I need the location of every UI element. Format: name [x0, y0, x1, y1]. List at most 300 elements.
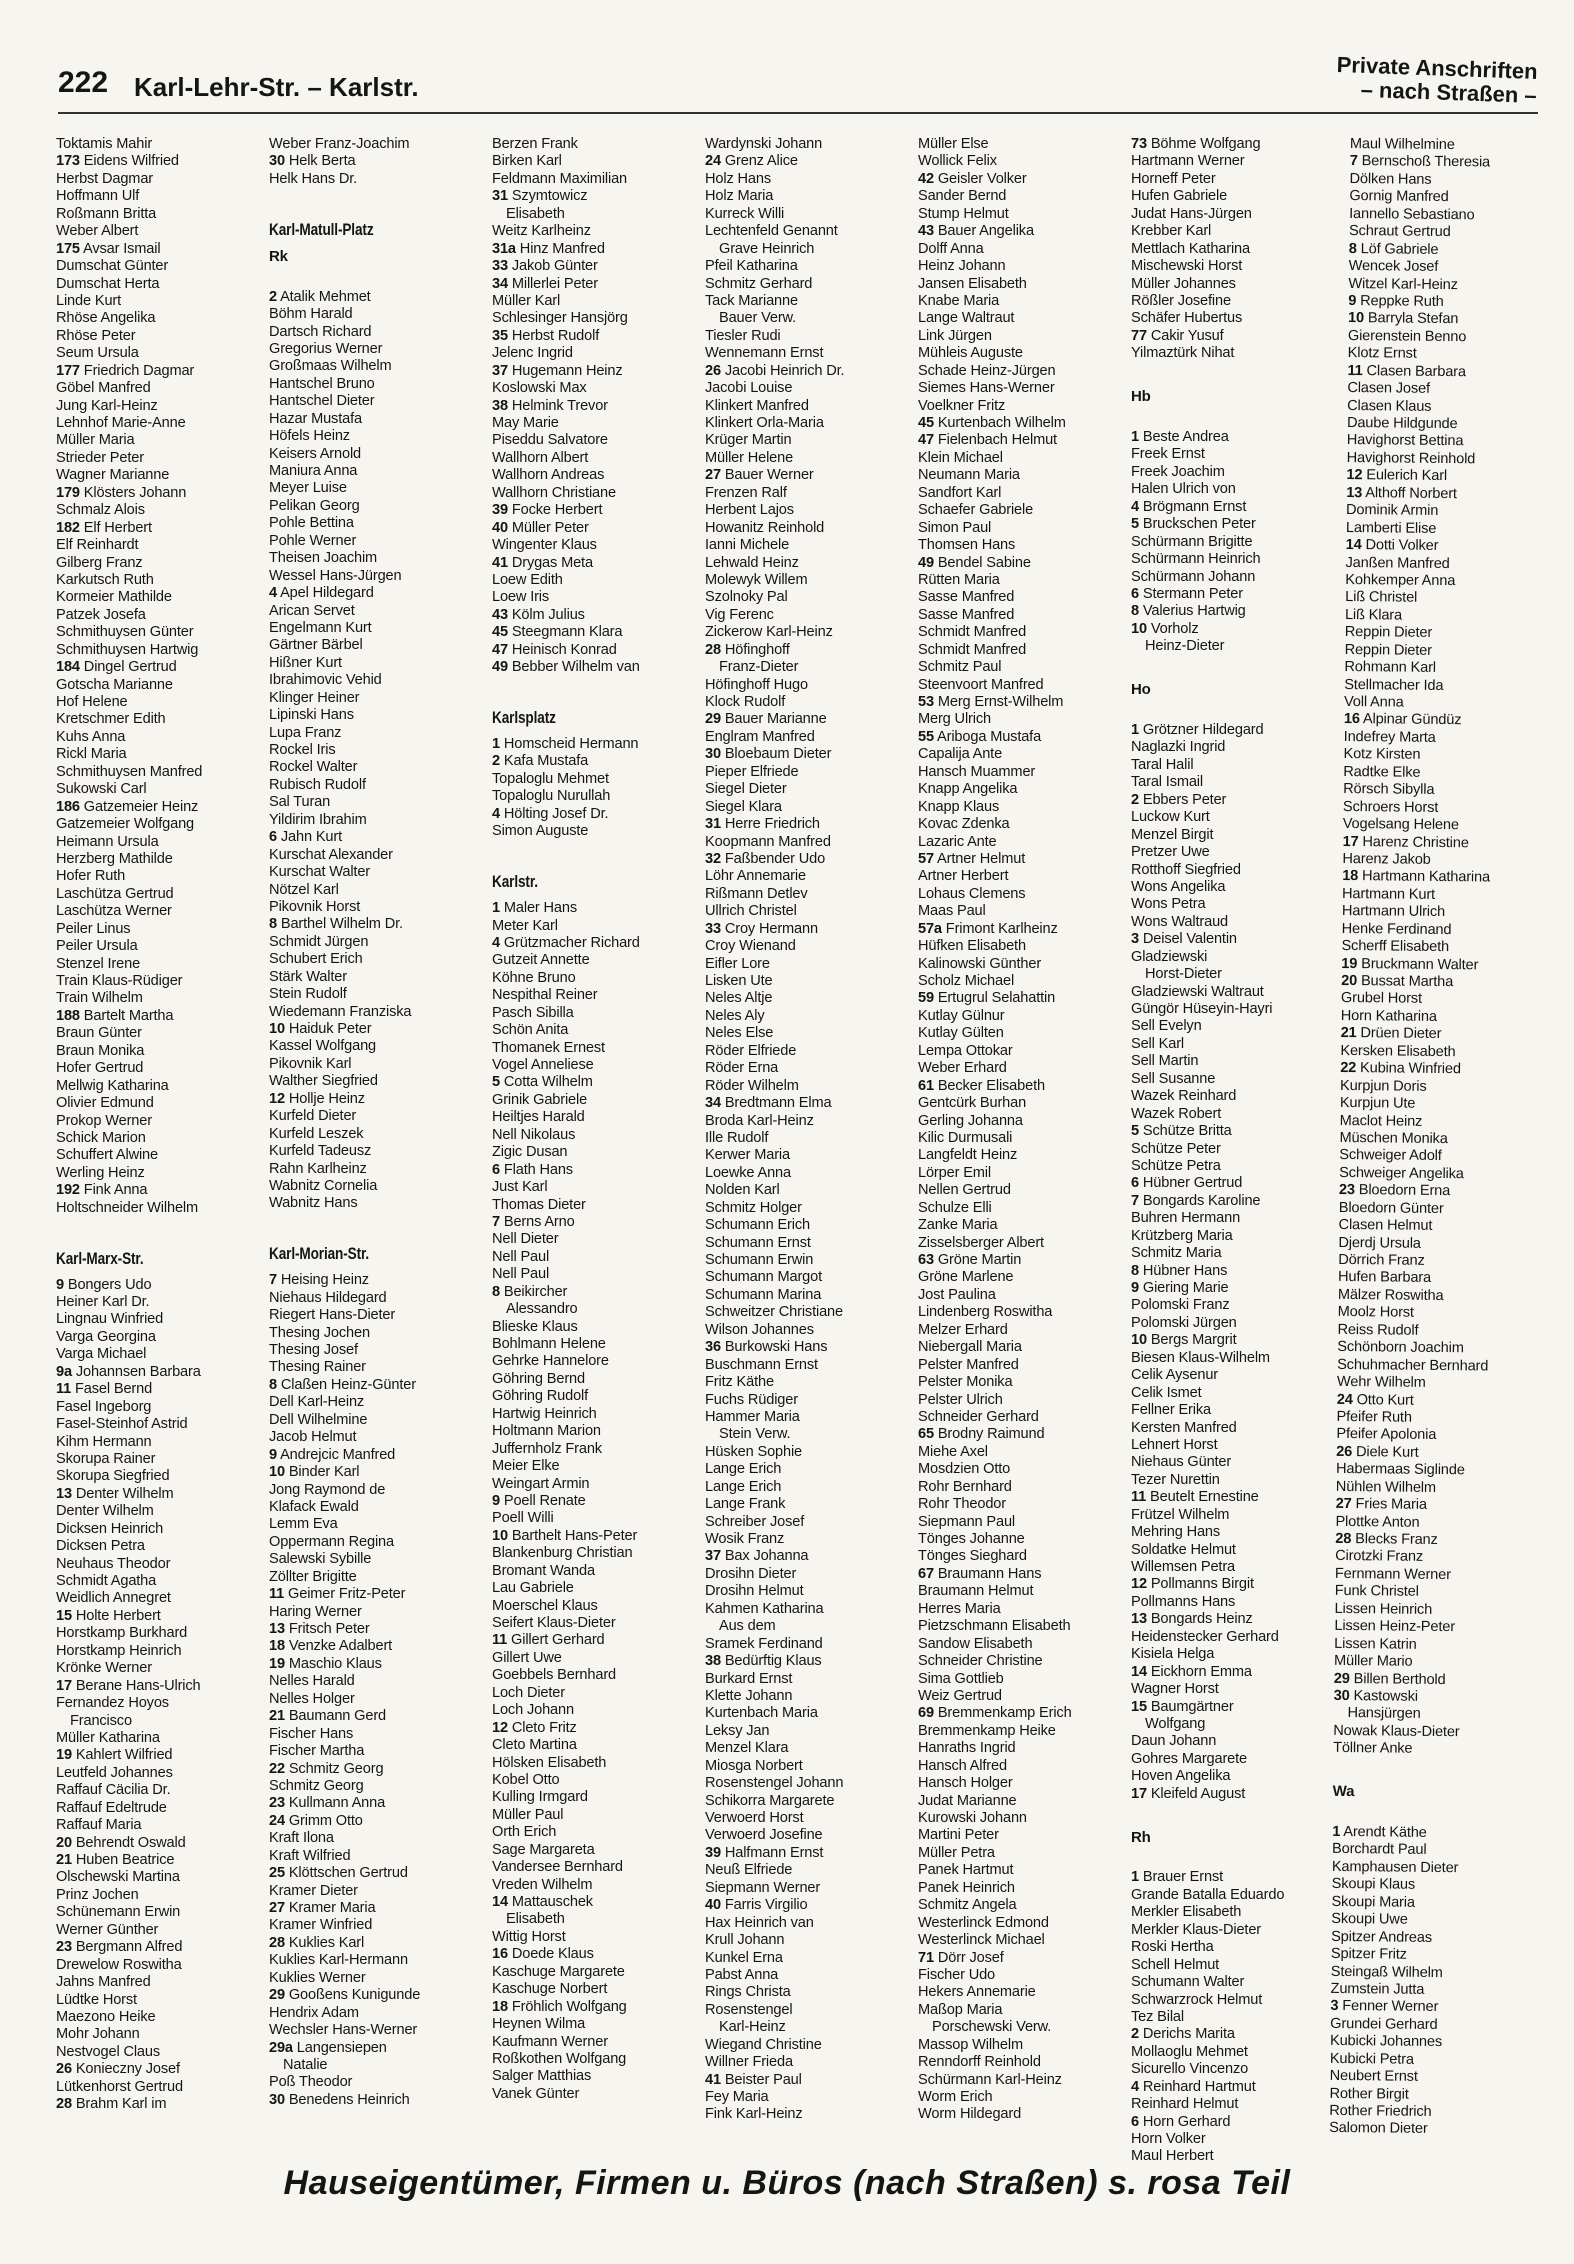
listing-entry: Nötzel Karl [269, 881, 339, 898]
listing-entry: Jacob Helmut [269, 1429, 357, 1446]
house-number: 24 [705, 153, 721, 170]
listing-entry: Holtschneider Wilhelm [56, 1199, 199, 1216]
house-number: 36 [705, 1339, 721, 1356]
listing-entry: Schünemann Erwin [56, 1904, 181, 1921]
listing-entry: Knapp Klaus [918, 798, 1000, 815]
listing-entry: 10 Binder Karl [269, 1464, 360, 1481]
listing-entry: Hanraths Ingrid [918, 1740, 1016, 1757]
listing-entry: Hißner Kurt [269, 654, 342, 671]
listing-entry: Braumann Helmut [918, 1583, 1034, 1600]
listing-entry: 26 Jacobi Heinrich Dr. [705, 362, 845, 379]
listing-entry: Pietzschmann Elisabeth [918, 1618, 1071, 1635]
house-number: 1 [1332, 1823, 1341, 1840]
listing-entry: 17 Harenz Christine [1342, 833, 1469, 851]
listing-entry: Judat Hans-Jürgen [1131, 205, 1252, 222]
listing-entry: Freek Joachim [1131, 463, 1225, 480]
listing-entry: Müschen Monika [1339, 1129, 1448, 1148]
listing-entry: Schulze Elli [918, 1199, 992, 1216]
listing-entry: 13 Althoff Norbert [1346, 484, 1457, 502]
listing-entry: Müller Maria [56, 432, 135, 449]
listing-entry: 43 Kölm Julius [492, 606, 585, 623]
listing-entry: Klock Rudolf [705, 694, 786, 710]
listing-entry: 49 Bebber Wilhelm van [492, 659, 640, 676]
listing-entry: Weber Erhard [918, 1060, 1007, 1077]
listing-entry: Salomon Dieter [1329, 2120, 1428, 2138]
listing-entry: Klein Michael [918, 449, 1003, 466]
listing-entry: Pikovnik Karl [269, 1055, 352, 1072]
house-number: 23 [1338, 1182, 1355, 1199]
listing-entry: Worm Erich [918, 2089, 993, 2105]
listing-entry: Clasen Helmut [1338, 1217, 1433, 1235]
listing-entry: Fritz Käthe [705, 1374, 774, 1391]
listing-entry: Steingaß Wilhelm [1330, 1963, 1443, 1981]
house-number: 8 [1348, 240, 1357, 257]
listing-entry: Tack Marianne [705, 292, 798, 309]
listing-entry: Fuchs Rüdiger [705, 1391, 798, 1408]
listing-entry: Kutlay Gülten [918, 1025, 1004, 1042]
listing-entry: Drosihn Dieter [705, 1565, 797, 1582]
listing-entry: Gentcürk Burhan [918, 1095, 1027, 1112]
listing-entry: Schmitz Maria [1131, 1245, 1222, 1262]
listing-entry: Dell Wilhelmine [269, 1411, 368, 1428]
listing-entry: Funk Christel [1334, 1583, 1419, 1601]
listing-entry: Skoupi Uwe [1331, 1911, 1408, 1928]
listing-entry: Wallhorn Andreas [492, 467, 605, 484]
house-number: 69 [918, 1705, 934, 1722]
listing-entry: Hufen Gabriele [1131, 188, 1228, 205]
listing-entry: Schürmann Johann [1131, 568, 1256, 585]
listing-entry: Rosenstengel [705, 2001, 793, 2018]
listing-entry: Gehrke Hannelore [492, 1353, 609, 1370]
house-number: 175 [56, 240, 80, 257]
listing-entry: Freek Ernst [1131, 446, 1205, 463]
listing-entry: Lissen Katrin [1334, 1635, 1417, 1653]
listing-entry: Grubel Horst [1340, 990, 1422, 1008]
listing-entry: Horn Volker [1131, 2131, 1206, 2147]
listing-entry: Röder Elfriede [705, 1042, 797, 1059]
listing-entry: 9 Andrejcic Manfred [269, 1446, 396, 1463]
listing-entry: Pikovnik Horst [269, 898, 361, 915]
listing-entry: Bloedorn Günter [1338, 1199, 1444, 1217]
listing-entry: 37 Hugemann Heinz [492, 362, 623, 379]
footer-note: Hauseigentümer, Firmen u. Büros (nach Straßen) s. rosa Teil [283, 2164, 1291, 2202]
listing-entry: Schmithuysen Manfred [56, 763, 203, 780]
listing-entry: Train Klaus-Rüdiger [56, 973, 183, 989]
listing-entry: Patzek Josefa [56, 606, 146, 623]
listing-entry: Nelles Holger [269, 1690, 355, 1707]
listing-entry: Burkard Ernst [705, 1670, 793, 1687]
house-number: 47 [492, 641, 508, 658]
listing-entry: Rockel Walter [269, 759, 358, 776]
house-number: 16 [1343, 711, 1360, 728]
listing-entry: Hartmann Werner [1131, 153, 1245, 170]
street-heading: Karl-Morian-Str. [269, 1244, 370, 1264]
house-number: 8 [1131, 1262, 1139, 1279]
listing-entry: Lehnert Horst [1131, 1436, 1218, 1453]
house-number: 7 [1131, 1192, 1139, 1209]
listing-entry: Rahn Karlheinz [269, 1160, 367, 1177]
listing-entry: Simon Auguste [492, 823, 589, 840]
house-number: 29a [269, 2039, 293, 2056]
listing-entry: Lissen Heinz-Peter [1334, 1618, 1456, 1636]
listing-entry: Lechtenfeld Genannt [705, 223, 838, 240]
listing-entry: Voelkner Fritz [918, 397, 1006, 414]
listing-continuation: Natalie [283, 2056, 328, 2073]
page-header [58, 51, 1539, 112]
listing-entry: 18 Venzke Adalbert [269, 1638, 393, 1655]
listing-entry: Sasse Manfred [918, 606, 1015, 623]
house-number: 45 [492, 624, 508, 641]
house-number: 1 [1131, 1869, 1139, 1886]
listing-entry: Dell Karl-Heinz [269, 1394, 365, 1411]
listing-entry: Lamberti Elise [1345, 519, 1437, 537]
listing-entry: Naglazki Ingrid [1131, 739, 1226, 756]
spacer [492, 677, 697, 694]
listing-entry: Nelles Harald [269, 1673, 355, 1690]
listing-entry: Hartmann Kurt [1341, 885, 1436, 903]
listing-entry: Herbent Lajos [705, 502, 794, 519]
listing-entry: Salewski Sybille [269, 1551, 372, 1568]
page-number: 222 [58, 66, 109, 99]
listing-entry: Helk Hans Dr. [269, 170, 358, 187]
listing-entry: Hekers Annemarie [918, 1984, 1036, 2001]
house-number: 11 [492, 1632, 508, 1649]
listing-entry: Kaschuge Margarete [492, 1963, 625, 1980]
listing-entry: Plottke Anton [1335, 1513, 1420, 1531]
house-number: 43 [918, 223, 934, 240]
house-number: 35 [492, 327, 508, 344]
listing-entry: Wingenter Klaus [492, 537, 597, 554]
listing-entry: 36 Burkowski Hans [705, 1339, 828, 1356]
section-heading-line1: Private Anschriften [1336, 51, 1539, 84]
listing-entry: Neumann Maria [918, 467, 1020, 484]
listing-entry: 73 Böhme Wolfgang [1131, 136, 1261, 152]
listing-entry: Wagner Horst [1131, 1681, 1219, 1698]
listing-entry: Kamphausen Dieter [1331, 1858, 1459, 1877]
listing-entry: Steenvoort Manfred [918, 676, 1044, 693]
listing-entry: Schumann Marina [705, 1286, 822, 1303]
listing-entry: Hantschel Bruno [269, 375, 375, 392]
listing-entry: 29 Billen Berthold [1333, 1670, 1446, 1688]
listing-entry: Schreiber Josef [705, 1513, 805, 1530]
listing-entry: Kraft Ilona [269, 1830, 334, 1847]
house-number: 47 [918, 432, 934, 449]
listing-entry: 25 Klöttschen Gertrud [269, 1865, 408, 1882]
listing-entry: 3 Fenner Werner [1330, 1998, 1439, 2016]
listing-entry: Liß Klara [1344, 606, 1403, 624]
listing-entry: 37 Bax Johanna [705, 1548, 809, 1565]
house-number: 29 [269, 1987, 285, 2004]
listing-entry: Lörper Emil [918, 1164, 991, 1181]
listing-entry: 29 Gooßens Kunigunde [269, 1987, 421, 2004]
listing-entry: 27 Kramer Maria [269, 1900, 376, 1916]
listing-entry: Rhöse Peter [56, 327, 136, 344]
listing-entry: Weber Franz-Joachim [269, 136, 410, 152]
listing-entry: Hofer Gertrud [56, 1060, 144, 1077]
listing-entry: Theisen Joachim [269, 550, 378, 567]
house-number: 14 [492, 1894, 508, 1910]
listing-entry: Neles Altje [705, 990, 773, 1007]
listing-entry: Poell Willi [492, 1510, 554, 1527]
listing-entry: Maniura Anna [269, 463, 358, 479]
listing-entry: 45 Kurtenbach Wilhelm [918, 415, 1066, 431]
listing-entry: Rickl Maria [56, 746, 127, 763]
listing-entry: Kurschat Walter [269, 864, 371, 881]
house-number: 4 [1131, 2078, 1139, 2095]
listing-entry: Howanitz Reinhold [705, 519, 825, 536]
house-number: 2 [1131, 791, 1139, 808]
listing-entry: Nell Nikolaus [492, 1126, 576, 1143]
house-number: 5 [492, 1074, 500, 1091]
listing-entry: Ullrich Christel [705, 903, 797, 920]
listing-entry: Sandfort Karl [918, 484, 1002, 501]
listing-entry: Strieder Peter [56, 449, 144, 466]
listing-entry: Scherff Elisabeth [1341, 938, 1450, 956]
listing-entry: Werner Günther [56, 1921, 159, 1938]
listing-entry: Niehaus Hildegard [269, 1289, 387, 1306]
listing-entry: Hoven Angelika [1131, 1768, 1231, 1785]
listing-entry: Dominik Armin [1345, 502, 1439, 520]
house-number: 12 [492, 1719, 508, 1736]
listing-entry: Fernmann Werner [1334, 1565, 1451, 1584]
house-number: 9 [492, 1492, 500, 1509]
listing-entry: Neuhaus Theodor [56, 1555, 171, 1572]
listing-entry: Karkutsch Ruth [56, 571, 154, 588]
listing-entry: Celik Aysenur [1131, 1367, 1219, 1384]
listing-entry: Keisers Arnold [269, 445, 361, 462]
house-number: 7 [1349, 153, 1358, 170]
listing-entry: Neles Else [705, 1025, 774, 1042]
spacer [1131, 1803, 1336, 1820]
listing-entry: Zöllter Brigitte [269, 1568, 357, 1585]
listing-entry: Siepmann Paul [918, 1513, 1016, 1530]
listing-entry: 8 Beikircher [492, 1283, 568, 1300]
house-number: 42 [918, 170, 934, 187]
listing-entry: Schumann Ernst [705, 1234, 811, 1251]
listing-entry: 11 Clasen Barbara [1347, 362, 1466, 380]
section-heading [1336, 53, 1538, 108]
listing-entry: Meter Karl [492, 917, 558, 934]
house-number: 188 [56, 1007, 80, 1024]
listing-entry: 10 Barthelt Hans-Peter [492, 1527, 638, 1544]
listing-entry: Mosdzien Otto [918, 1461, 1011, 1478]
house-number: 20 [1341, 972, 1358, 990]
listing-entry: 33 Croy Hermann [705, 920, 818, 937]
listing-entry: Soldatke Helmut [1131, 1541, 1236, 1558]
listing-entry: Havighorst Bettina [1346, 432, 1464, 450]
listing-entry: Göhring Rudolf [492, 1388, 589, 1405]
listing-entry: Piseddu Salvatore [492, 432, 608, 449]
listing-entry: Schweiger Adolf [1339, 1147, 1442, 1165]
house-number: 28 [1335, 1530, 1352, 1548]
listing-entry: Taral Ismail [1131, 774, 1203, 791]
listing-entry: Henke Ferdinand [1341, 920, 1452, 938]
street-range: Karl-Lehr-Str. – Karlstr. [134, 72, 419, 102]
listing-entry: Schlesinger Hansjörg [492, 310, 628, 327]
listing-entry: Vogelsang Helene [1342, 816, 1459, 834]
listing-entry: Dumschat Günter [56, 258, 169, 275]
house-number: 30 [705, 746, 721, 763]
listing-entry: Hazar Mustafa [269, 410, 362, 427]
listing-entry: 16 Alpinar Gündüz [1343, 711, 1462, 729]
listing-entry: Lange Frank [705, 1496, 786, 1513]
house-number: 65 [918, 1426, 934, 1443]
listing-entry: 5 Schütze Britta [1131, 1123, 1232, 1140]
listing-entry: Rohr Bernhard [918, 1478, 1012, 1495]
listing-entry: Dolff Anna [918, 240, 984, 257]
listing-entry: 31 Herre Friedrich [705, 816, 820, 833]
listing-entry: 22 Kubina Winfried [1340, 1060, 1461, 1078]
listing-entry: Grinik Gabriele [492, 1091, 588, 1108]
house-number: 21 [56, 1852, 72, 1868]
listing-entry: Höfels Heinz [269, 428, 350, 445]
listing-entry: Menzel Birgit [1131, 826, 1214, 843]
listing-entry: Schmidt Manfred [918, 641, 1027, 658]
listing-entry: Radtke Elke [1343, 763, 1421, 781]
listing-continuation: Heinz-Dieter [1145, 638, 1225, 655]
listing-entry: Lange Erich [705, 1461, 782, 1478]
listing-entry: Nespithal Reiner [492, 987, 598, 1004]
listing-entry: Herres Maria [918, 1600, 1001, 1617]
listing-entry: Heimann Ursula [56, 833, 159, 850]
listing-entry: Clasen Josef [1347, 380, 1431, 397]
house-number: 45 [918, 415, 934, 431]
listing-entry: Kovac Zdenka [918, 816, 1010, 833]
listing-entry: Sell Martin [1131, 1053, 1199, 1070]
listing-entry: 2 Atalik Mehmet [269, 288, 371, 305]
listing-entry: Sal Turan [269, 794, 331, 811]
listing-entry: Müller Else [918, 136, 989, 152]
listing-entry: Niehaus Günter [1131, 1454, 1232, 1471]
listing-entry: 42 Geisler Volker [918, 170, 1027, 187]
spacer [269, 188, 474, 205]
column-3 [492, 136, 697, 2103]
spacer [1131, 1852, 1336, 1869]
listing-entry: 59 Ertugrul Selahattin [918, 990, 1056, 1007]
listing-entry: Hansch Muammer [918, 763, 1036, 780]
listing-entry: Ille Rudolf [705, 1129, 769, 1146]
listing-entry: Roßkothen Wolfgang [492, 2050, 627, 2067]
house-number: 30 [269, 153, 285, 170]
listing-entry: Hantschel Dieter [269, 393, 375, 410]
listing-entry: Hax Heinrich van [705, 1914, 814, 1931]
listing-continuation: Grave Heinrich [719, 240, 815, 257]
listing-entry: Seum Ursula [56, 345, 139, 362]
listing-entry: Schmitz Paul [918, 659, 1002, 676]
listing-entry: 28 Brahm Karl im [56, 2096, 167, 2113]
listing-entry: Kulling Irmgard [492, 1789, 588, 1806]
listing-entry: Müller Mario [1333, 1652, 1413, 1670]
listing-entry: Hartmann Ulrich [1341, 903, 1446, 921]
listing-entry: Biesen Klaus-Wilhelm [1131, 1349, 1270, 1366]
listing-entry: 4 Apel Hildegard [269, 585, 374, 602]
listing-entry: Vanek Günter [492, 2085, 580, 2102]
listing-entry: 6 Jahn Kurt [269, 829, 342, 846]
listing-entry: Lehnhof Marie-Anne [56, 415, 186, 431]
listing-entry: Schütze Peter [1131, 1140, 1221, 1157]
listing-entry: Englram Manfred [705, 728, 815, 745]
listing-entry: Jahns Manfred [56, 1974, 151, 1991]
house-number: 19 [269, 1655, 285, 1672]
listing-entry: Wehr Wilhelm [1336, 1373, 1426, 1391]
listing-entry: Berzen Frank [492, 136, 578, 152]
house-number: 179 [56, 484, 80, 501]
listing-entry: Schaefer Gabriele [918, 502, 1034, 519]
house-number: 31 [492, 188, 508, 205]
house-number: 28 [705, 641, 721, 658]
listing-entry: Croy Wienand [705, 938, 796, 955]
listing-entry: Neles Aly [705, 1007, 765, 1024]
listing-entry: Gärtner Bärbel [269, 637, 363, 654]
listing-entry: Seifert Klaus-Dieter [492, 1615, 616, 1631]
listing-entry: Wons Waltraud [1131, 913, 1228, 930]
listing-entry: Klinkert Manfred [705, 397, 809, 414]
listing-entry: 1 Grötzner Hildegard [1131, 722, 1264, 738]
street-heading: Karlstr. [492, 872, 538, 892]
listing-entry: Stein Rudolf [269, 986, 347, 1003]
listing-entry: Thesing Jochen [269, 1324, 370, 1341]
listing-entry: Wallhorn Christiane [492, 484, 616, 501]
listing-entry: Reinhard Helmut [1131, 2096, 1239, 2113]
listing-entry: Fernandez Hoyos [56, 1695, 169, 1712]
house-number: 29 [1333, 1670, 1350, 1687]
house-number: 17 [1131, 1785, 1147, 1802]
listing-entry: 12 Hollje Heinz [269, 1090, 365, 1107]
listing-entry: Wencek Josef [1348, 258, 1439, 275]
listing-entry: 15 Holte Herbert [56, 1607, 161, 1624]
listing-entry: 1 Arendt Käthe [1332, 1823, 1427, 1841]
listing-entry: 12 Pollmanns Birgit [1131, 1576, 1254, 1593]
listing-entry: Salger Matthias [492, 2068, 592, 2085]
listing-columns [56, 136, 1536, 2165]
house-number: 26 [1336, 1443, 1353, 1460]
listing-entry: Kurreck Willi [705, 205, 785, 222]
listing-entry: 38 Helmink Trevor [492, 397, 608, 414]
listing-entry: Schwarzrock Helmut [1131, 1991, 1263, 2008]
spacer [269, 1213, 474, 1230]
street-heading: Karl-Matull-Platz [269, 219, 374, 239]
listing-entry: Gillert Uwe [492, 1649, 562, 1666]
listing-entry: Jung Karl-Heinz [56, 397, 158, 414]
listing-entry: Walther Siegfried [269, 1073, 378, 1090]
house-number: 1 [492, 900, 500, 917]
listing-entry: Yilmaztürk Nihat [1131, 345, 1235, 362]
listing-entry: 8 Claßen Heinz-Günter [269, 1376, 416, 1393]
house-number: 2 [269, 288, 277, 305]
listing-entry: Nell Paul [492, 1248, 550, 1265]
listing-entry: Witzel Karl-Heinz [1348, 275, 1458, 293]
listing-entry: Jelenc Ingrid [492, 345, 573, 362]
listing-entry: Blieske Klaus [492, 1318, 578, 1335]
listing-entry: Nühlen Wilhelm [1335, 1478, 1437, 1496]
listing-entry: Rings Christa [705, 1984, 791, 2001]
house-number: 40 [705, 1897, 721, 1914]
house-number: 27 [269, 1900, 285, 1916]
listing-entry: Hofer Ruth [56, 868, 126, 885]
listing-entry: Tönges Sieghard [918, 1548, 1027, 1565]
street-heading: Karlsplatz [492, 708, 556, 727]
listing-entry: 34 Millerlei Peter [492, 275, 598, 292]
listing-entry: 55 Ariboga Mustafa [918, 728, 1042, 745]
listing-entry: 17 Kleifeld August [1131, 1785, 1246, 1802]
listing-entry: Elf Reinhardt [56, 537, 139, 554]
listing-entry: 173 Eidens Wilfried [56, 153, 179, 170]
listing-entry: Raffauf Cäcilia Dr. [56, 1782, 171, 1799]
listing-continuation: Karl-Heinz [719, 2019, 786, 2036]
listing-entry: Schmitz Angela [918, 1897, 1017, 1914]
listing-entry: Herbst Dagmar [56, 170, 153, 187]
listing-entry: 18 Fröhlich Wolfgang [492, 1998, 627, 2015]
